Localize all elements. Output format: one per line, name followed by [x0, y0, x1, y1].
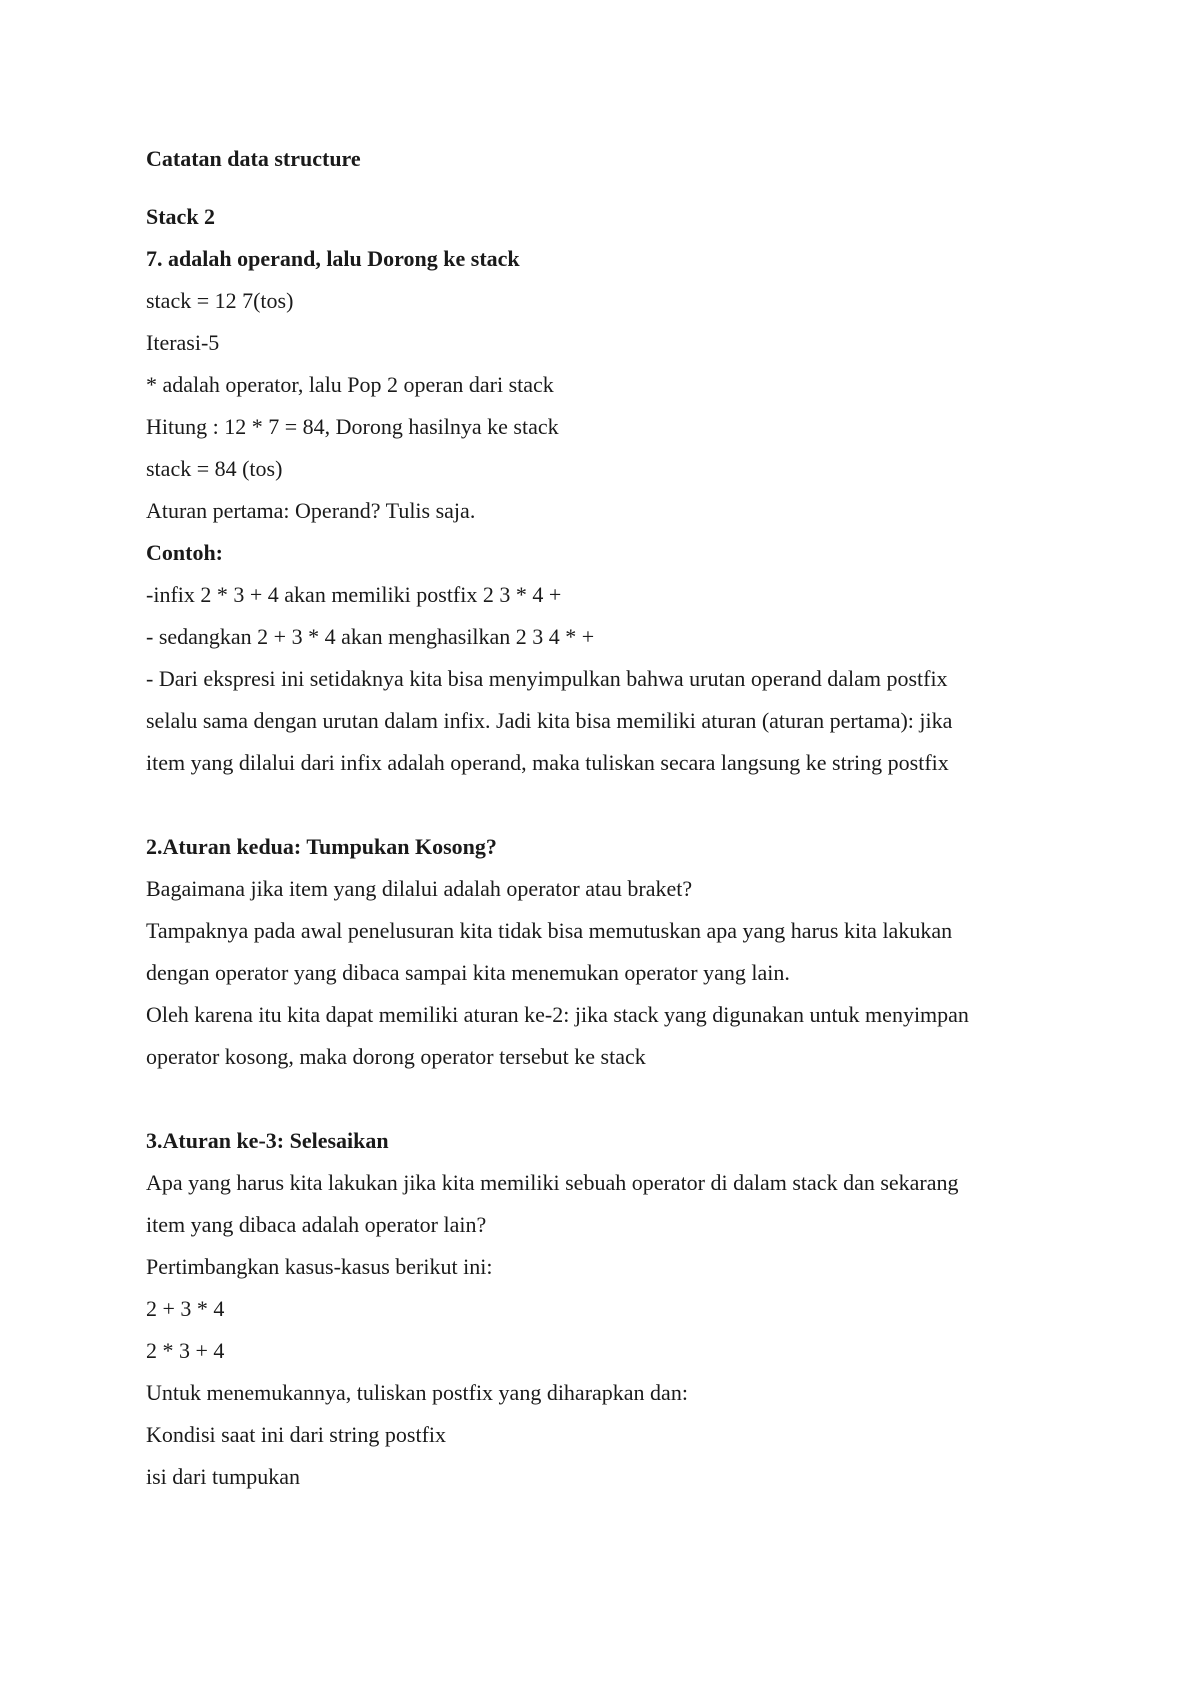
section-heading-stack: Stack 2 — [146, 204, 216, 229]
text-line: Hitung : 12 * 7 = 84, Dorong hasilnya ke stack — [146, 414, 559, 439]
document-title: Catatan data structure — [146, 146, 361, 171]
text-line: Pertimbangkan kasus-kasus berikut ini: — [146, 1254, 493, 1279]
example-line: selalu sama dengan urutan dalam infix. Jadi kita bisa memiliki aturan (aturan pertama): jika — [146, 708, 953, 733]
text-line: operator kosong, maka dorong operator tersebut ke stack — [146, 1044, 646, 1069]
example-line: -infix 2 * 3 + 4 akan memiliki postfix 2 3 * 4 + — [146, 582, 562, 607]
example-label: Contoh: — [146, 540, 224, 565]
section-subheading: 7. adalah operand, lalu Dorong ke stack — [146, 246, 520, 271]
section-heading-rule-2: 2.Aturan kedua: Tumpukan Kosong? — [146, 834, 497, 859]
text-line: Oleh karena itu kita dapat memiliki aturan ke-2: jika stack yang digunakan untuk menyimpan — [146, 1002, 969, 1027]
example-line: item yang dilalui dari infix adalah operand, maka tuliskan secara langsung ke string postfix — [146, 750, 949, 775]
text-line: 2 + 3 * 4 — [146, 1296, 225, 1321]
text-line: Untuk menemukannya, tuliskan postfix yang diharapkan dan: — [146, 1380, 688, 1405]
text-line: stack = 84 (tos) — [146, 456, 283, 481]
text-line: Bagaimana jika item yang dilalui adalah operator atau braket? — [146, 876, 693, 901]
text-line: Apa yang harus kita lakukan jika kita memiliki sebuah operator di dalam stack dan sekarang — [146, 1170, 959, 1195]
example-line: - Dari ekspresi ini setidaknya kita bisa menyimpulkan bahwa urutan operand dalam postfix — [146, 666, 948, 691]
text-line: Kondisi saat ini dari string postfix — [146, 1422, 447, 1447]
text-line: dengan operator yang dibaca sampai kita menemukan operator yang lain. — [146, 960, 790, 985]
text-line: Aturan pertama: Operand? Tulis saja. — [146, 498, 476, 523]
document-body — [146, 138, 1086, 1498]
section-heading-rule-3: 3.Aturan ke-3: Selesaikan — [146, 1128, 389, 1153]
text-line: isi dari tumpukan — [146, 1464, 300, 1489]
spacer — [146, 1078, 1086, 1120]
example-line: - sedangkan 2 + 3 * 4 akan menghasilkan 2 3 4 * + — [146, 624, 595, 649]
spacer — [146, 180, 1086, 196]
text-line: stack = 12 7(tos) — [146, 288, 294, 313]
text-line: Iterasi-5 — [146, 330, 220, 355]
text-line: item yang dibaca adalah operator lain? — [146, 1212, 487, 1237]
spacer — [146, 784, 1086, 826]
text-line: * adalah operator, lalu Pop 2 operan dari stack — [146, 372, 554, 397]
text-line: 2 * 3 + 4 — [146, 1338, 225, 1363]
text-line: Tampaknya pada awal penelusuran kita tidak bisa memutuskan apa yang harus kita lakukan — [146, 918, 953, 943]
